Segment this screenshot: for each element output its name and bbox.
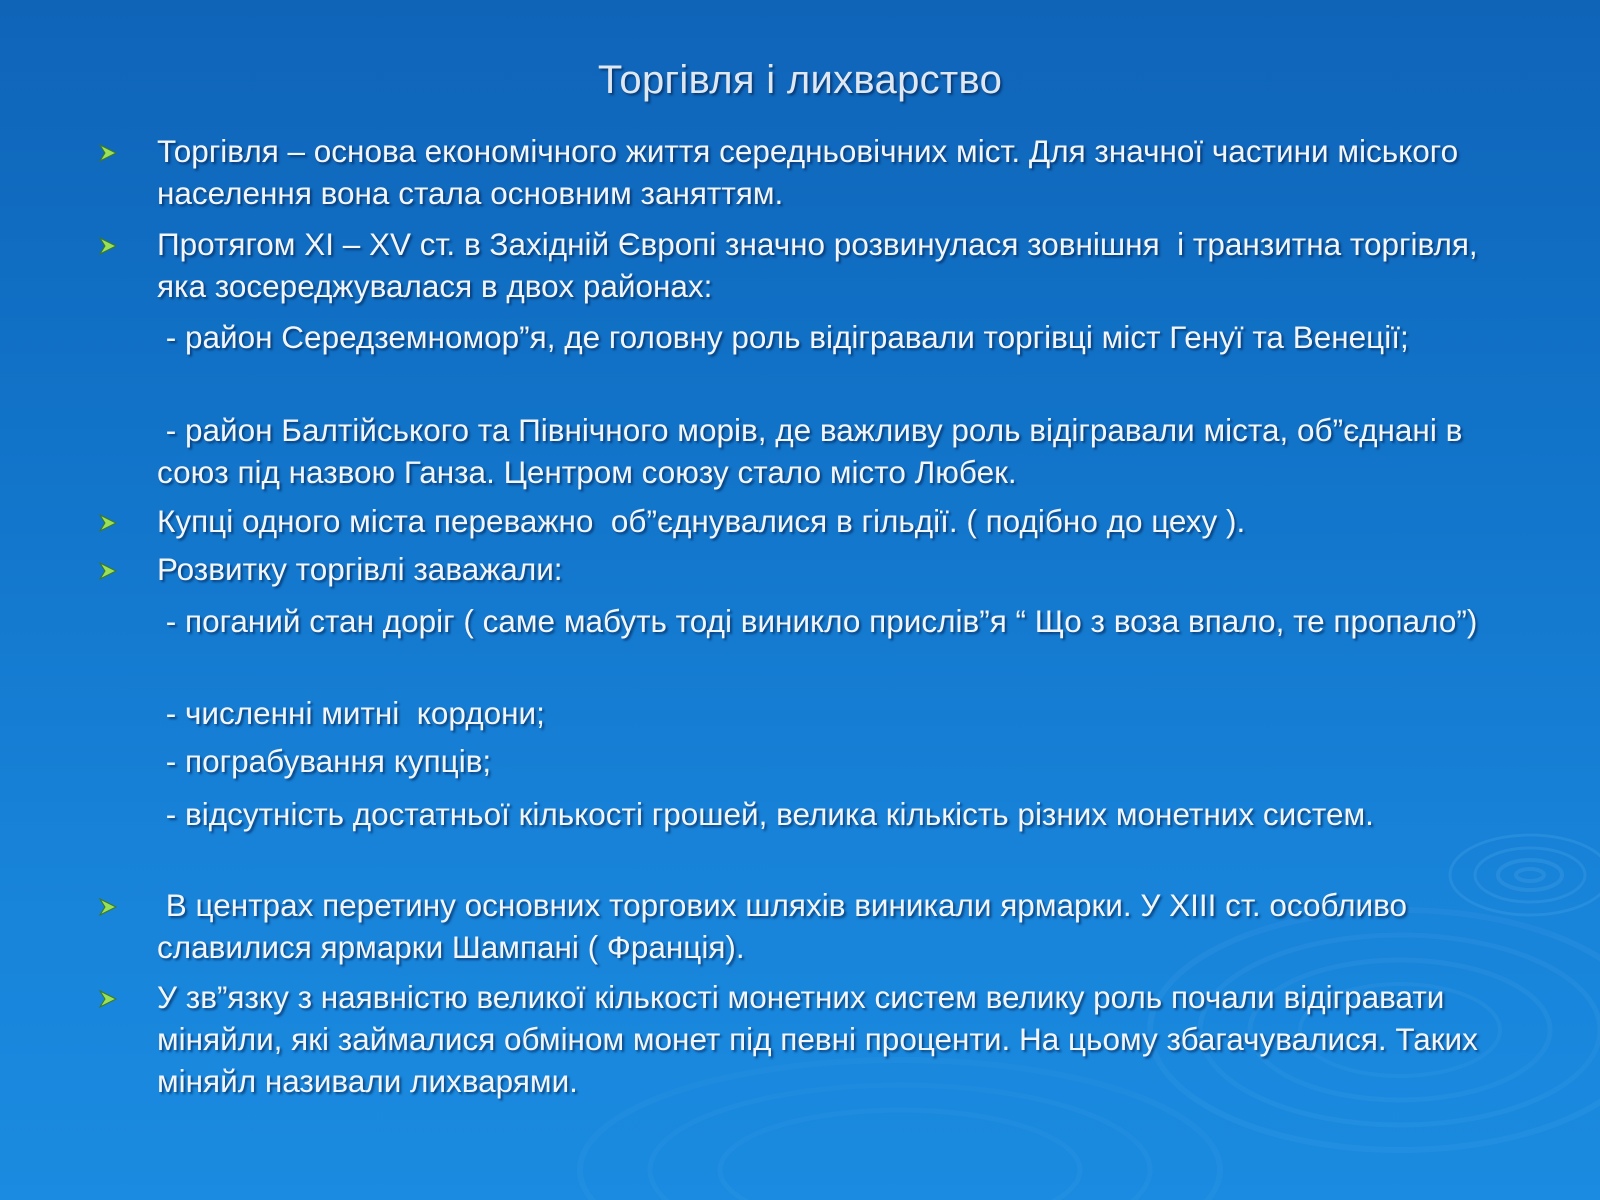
arrowhead-bullet-icon <box>97 235 119 257</box>
arrowhead-bullet-icon <box>97 512 119 534</box>
arrowhead-bullet-icon <box>97 896 119 918</box>
sub-paragraph: - район Середземномор”я, де головну роль відігравали торгівці міст Генуї та Венеції; <box>157 319 1409 355</box>
bullet-paragraph: Розвитку торгівлі заважали: <box>157 551 563 587</box>
bullet-paragraph: Протягом XI – XV ст. в Західній Європі значно розвинулася зовнішня і транзитна торгівля, яка зосереджувалася в двох районах: <box>157 226 1487 304</box>
sub-paragraph: - поганий стан доріг ( саме мабуть тоді виникло прислів”я “ Що з воза впало, те пропало”) <box>157 603 1478 639</box>
arrowhead-bullet-icon <box>97 142 119 164</box>
bullet-paragraph: Торгівля – основа економічного життя середньовічних міст. Для значної частини міського населення вона стала основним заняттям. <box>157 133 1467 211</box>
sub-paragraph: - відсутність достатньої кількості грошей, велика кількість різних монетних систем. <box>157 796 1374 832</box>
sub-paragraph: - район Балтійського та Північного морів, де важливу роль відігравали міста, об”єднані в союз під назвою Ганза. Центром союзу стало місто Любек. <box>157 412 1472 490</box>
sub-paragraph: - численні митні кордони; <box>157 695 545 731</box>
sub-paragraph: - пограбування купців; <box>157 743 492 779</box>
bullet-paragraph: Купці одного міста переважно об”єднувалися в гільдії. ( подібно до цеху ). <box>157 503 1246 539</box>
slide-title: Торгівля і лихварство <box>597 58 1003 102</box>
bullet-paragraph: В центрах перетину основних торгових шляхів виникали ярмарки. У XIII ст. особливо славилися ярмарки Шампані ( Франція). <box>157 887 1416 965</box>
arrowhead-bullet-icon <box>97 560 119 582</box>
arrowhead-bullet-icon <box>97 988 119 1010</box>
bullet-paragraph: У зв”язку з наявністю великої кількості монетних систем велику роль почали відігравати міняйли, які займалися обміном монет під певні проценти. На цьому збагачувалися. Таких міняйл називали лихварями. <box>157 979 1487 1099</box>
